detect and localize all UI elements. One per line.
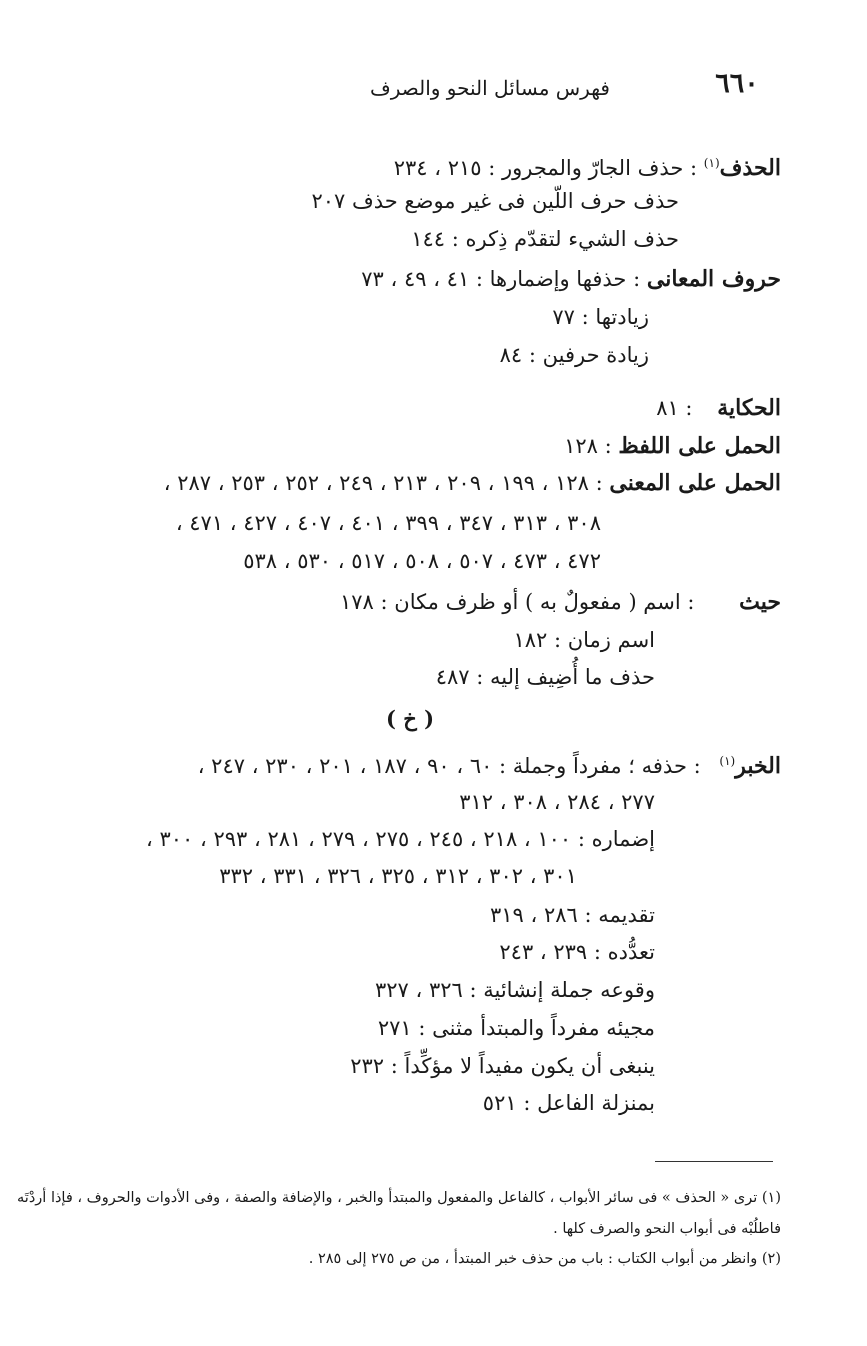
entry-haythu-line2: اسم زمان : ١٨٢: [513, 628, 655, 652]
entry-hadhf-line2: حذف حرف اللّين فى غير موضع حذف ٢٠٧: [311, 189, 679, 213]
entry-keyword: حيث: [739, 589, 781, 615]
entry-khabar-line7: وقوعه جملة إنشائية : ٣٢٦ ، ٣٢٧: [374, 978, 655, 1002]
footnote-marker: (١): [703, 156, 720, 170]
entry-khabar-line1: [198, 742, 781, 785]
entry-text: : حذفه ؛ مفرداً وجملة : ٦٠ ، ٩٠ ، ١٨٧ ، ٢٠١ ، ٢٣٠ ، ٢٤٧ ،: [197, 754, 701, 778]
footnote-divider: [655, 1161, 773, 1162]
entry-khabar-line3: إضماره : ١٠٠ ، ٢١٨ ، ٢٤٥ ، ٢٧٥ ، ٢٧٩ ، ٢٨١ ، ٢٩٣ ، ٣٠٠ ،: [146, 827, 655, 851]
entry-khabar-line10: بمنزلة الفاعل : ٥٢١: [482, 1091, 655, 1115]
entry-keyword: الحذف: [719, 155, 781, 181]
footnote-marker: (١): [719, 754, 736, 768]
entry-keyword: الحكاية: [717, 395, 781, 421]
section-letter-kha: ( خ ): [385, 706, 435, 731]
entry-haml-lafz: [564, 427, 781, 465]
entry-huruf-line1: [361, 260, 781, 298]
entry-haml-mana-line1: [164, 464, 781, 502]
entry-hadhf-line3: حذف الشيء لتقدّم ذِكره : ١٤٤: [411, 227, 679, 251]
entry-huruf-line3: زيادة حرفين : ٨٤: [499, 343, 649, 367]
entry-huruf-line2: زيادتها : ٧٧: [552, 305, 649, 329]
entry-text: : حذف الجارّ والمجرور : ٢١٥ ، ٢٣٤: [393, 156, 698, 180]
entry-haythu-line3: حذف ما أُضِيف إليه : ٤٨٧: [435, 665, 655, 689]
entry-haythu-line1: [340, 583, 781, 621]
page-number: ٦٦٠: [715, 68, 759, 99]
entry-text: : ١٢٨: [564, 434, 612, 458]
entry-keyword: الحمل على اللفظ: [618, 433, 781, 459]
footnote-1-line1: (١) ترى « الحذف » فى سائر الأبواب ، كالفاعل والمفعول والمبتدأ والخبر ، والإضافة والصفة ، وفى الأدوات والحروف ، فإذا أردْتَه: [17, 1190, 781, 1206]
entry-khabar-line2: ٢٧٧ ، ٢٨٤ ، ٣٠٨ ، ٣١٢: [459, 790, 655, 814]
entry-text: : ٨١: [656, 396, 693, 420]
entry-keyword: حروف المعانى: [646, 266, 781, 292]
entry-keyword: الخبر: [735, 753, 781, 779]
footnote-2: (٢) وانظر من أبواب الكتاب : باب من حذف خبر المبتدأ ، من ص ٢٧٥ إلى ٢٨٥ .: [308, 1251, 781, 1267]
entry-khabar-line5: تقديمه : ٢٨٦ ، ٣١٩: [490, 903, 655, 927]
entry-hadhf-line1: [394, 144, 781, 187]
entry-khabar-line6: تعدُّده : ٢٣٩ ، ٢٤٣: [499, 940, 655, 964]
entry-haml-mana-line2: ٣٠٨ ، ٣١٣ ، ٣٤٧ ، ٣٩٩ ، ٤٠١ ، ٤٠٧ ، ٤٢٧ ، ٤٧١ ،: [175, 511, 601, 535]
entry-text: : ١٢٨ ، ١٩٩ ، ٢٠٩ ، ٢١٣ ، ٢٤٩ ، ٢٥٢ ، ٢٥٣ ، ٢٨٧ ،: [163, 471, 603, 495]
entry-hikaya: [656, 389, 781, 427]
entry-khabar-line9: ينبغى أن يكون مفيداً لا مؤكِّداً : ٢٣٢: [350, 1054, 655, 1078]
entry-text: : حذفها وإضمارها : ٤١ ، ٤٩ ، ٧٣: [361, 267, 641, 291]
entry-khabar-line8: مجيئه مفرداً والمبتدأ مثنى : ٢٧١: [377, 1016, 655, 1040]
entry-khabar-line4: ٣٠١ ، ٣٠٢ ، ٣١٢ ، ٣٢٥ ، ٣٢٦ ، ٣٣١ ، ٣٣٢: [219, 864, 577, 888]
entry-haml-mana-line3: ٤٧٢ ، ٤٧٣ ، ٥٠٧ ، ٥٠٨ ، ٥١٧ ، ٥٣٠ ، ٥٣٨: [243, 549, 601, 573]
page-title: فهرس مسائل النحو والصرف: [369, 76, 610, 100]
footnote-1-line2: فاطلُبْه فى أبواب النحو والصرف كلها .: [553, 1221, 781, 1237]
entry-keyword: الحمل على المعنى: [609, 470, 781, 496]
entry-text: : اسم ( مفعولٌ به ) أو ظرف مكان : ١٧٨: [340, 590, 695, 614]
